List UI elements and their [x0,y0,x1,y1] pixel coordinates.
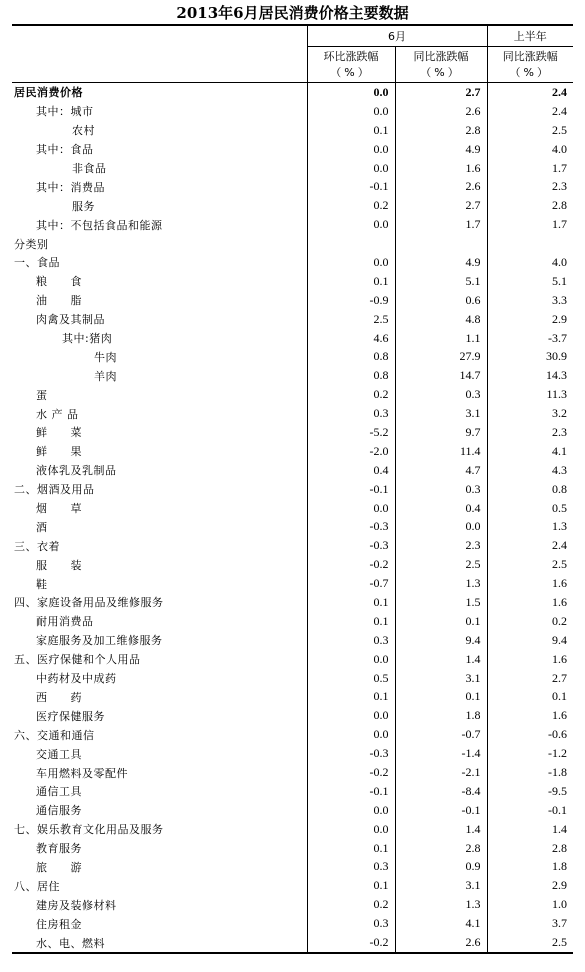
row-yoy-value: 5.1 [395,272,487,291]
row-mom-value: 0.2 [307,895,395,914]
row-half-yoy-value: 9.4 [487,631,573,650]
table-row [12,820,573,839]
row-mom-value: 4.6 [307,329,395,348]
row-label: 建房及装修材料 [36,898,117,912]
row-label: 其中：食品 [36,143,94,157]
header-col-yoy-label: 同比涨跌幅 [413,49,469,63]
table-row [12,555,573,574]
row-yoy-value: 9.4 [395,631,487,650]
document-title: 2013年6月居民消费价格主要数据 [176,4,409,22]
table-row [12,140,573,159]
row-mom-value: -5.2 [307,423,395,442]
table-row [12,895,573,914]
table-row [12,234,573,253]
row-yoy-value: 0.4 [395,499,487,518]
row-half-yoy-value: 3.3 [487,291,573,310]
row-yoy-value: -0.1 [395,801,487,820]
table-row [12,593,573,612]
row-yoy-value: 27.9 [395,347,487,366]
row-label: 耐用消费品 [36,615,94,629]
row-mom-value: 0.8 [307,366,395,385]
table-row [12,442,573,461]
header-col-mom [307,47,395,83]
cpi-table [12,24,573,954]
row-half-yoy-value: 3.2 [487,404,573,423]
header-col-half-yoy [487,47,573,83]
header-col-mom-label: 环比涨跌幅 [323,49,379,63]
row-mom-value: 0.0 [307,820,395,839]
header-blank-2 [12,47,307,83]
row-label: 通信服务 [36,804,82,818]
row-mom-value: 0.0 [307,83,395,102]
row-label: 蛋 [36,388,48,402]
row-label: 肉禽及其制品 [36,313,105,327]
row-yoy-value: 1.3 [395,574,487,593]
table-row [12,83,573,102]
row-label: 液体乳及乳制品 [36,464,117,478]
row-yoy-value: 2.3 [395,536,487,555]
row-half-yoy-value: 1.4 [487,820,573,839]
table-row [12,858,573,877]
row-label: 水 产 品 [36,407,79,421]
row-half-yoy-value: 1.6 [487,706,573,725]
table-row [12,461,573,480]
header-blank [12,25,307,47]
row-half-yoy-value: 4.0 [487,140,573,159]
table-row [12,669,573,688]
row-mom-value: 0.0 [307,801,395,820]
table-row [12,329,573,348]
row-label: 其中：消费品 [36,180,105,194]
table-row [12,650,573,669]
row-label: 农村 [72,124,95,138]
row-mom-value: 0.2 [307,385,395,404]
row-label: 三、衣着 [14,539,60,553]
row-half-yoy-value: 2.8 [487,196,573,215]
row-yoy-value: 1.5 [395,593,487,612]
row-half-yoy-value: 2.4 [487,102,573,121]
row-mom-value: 0.0 [307,140,395,159]
row-half-yoy-value: 1.7 [487,159,573,178]
row-half-yoy-value: -1.2 [487,744,573,763]
row-half-yoy-value: -0.6 [487,725,573,744]
row-half-yoy-value: 2.8 [487,839,573,858]
row-yoy-value: 1.6 [395,159,487,178]
row-label: 鞋 [36,577,48,591]
row-mom-value: -2.0 [307,442,395,461]
row-label: 其中：城市 [36,105,94,119]
row-half-yoy-value: 2.7 [487,669,573,688]
table-row [12,744,573,763]
row-yoy-value: -8.4 [395,782,487,801]
row-label: 医疗保健服务 [36,709,105,723]
table-row [12,612,573,631]
row-yoy-value: 1.8 [395,706,487,725]
row-label: 六、交通和通信 [14,728,95,742]
table-row [12,933,573,953]
row-yoy-value: 2.7 [395,196,487,215]
table-row [12,914,573,933]
row-mom-value: 0.3 [307,631,395,650]
row-mom-value: 0.1 [307,839,395,858]
row-mom-value: 0.4 [307,461,395,480]
row-label: 家庭服务及加工维修服务 [36,634,163,648]
row-yoy-value: 2.8 [395,839,487,858]
table-row [12,121,573,140]
table-row [12,423,573,442]
row-yoy-value: 4.1 [395,914,487,933]
row-label: 居民消费价格 [14,86,83,100]
row-yoy-value: 2.5 [395,555,487,574]
row-mom-value: 0.1 [307,688,395,707]
row-mom-value: 0.3 [307,404,395,423]
row-mom-value: 0.0 [307,253,395,272]
row-yoy-value: 2.6 [395,102,487,121]
row-label: 交通工具 [36,747,82,761]
table-row [12,801,573,820]
row-mom-value: -0.3 [307,536,395,555]
table-row [12,763,573,782]
row-yoy-value: 0.1 [395,688,487,707]
row-yoy-value: -0.7 [395,725,487,744]
row-half-yoy-value: 0.1 [487,688,573,707]
row-half-yoy-value: 1.6 [487,574,573,593]
row-label: 七、娱乐教育文化用品及服务 [14,823,164,837]
row-mom-value: -0.2 [307,933,395,953]
row-half-yoy-value: 30.9 [487,347,573,366]
row-mom-value: -0.3 [307,517,395,536]
table-row [12,196,573,215]
row-half-yoy-value: 1.6 [487,650,573,669]
row-half-yoy-value: 2.5 [487,555,573,574]
table-row [12,574,573,593]
row-mom-value: -0.1 [307,782,395,801]
table-row [12,159,573,178]
row-yoy-value: 2.6 [395,177,487,196]
table-row [12,272,573,291]
table-row [12,631,573,650]
table-row [12,253,573,272]
row-half-yoy-value: -0.1 [487,801,573,820]
table-row [12,839,573,858]
table-row [12,310,573,329]
row-mom-value: 0.1 [307,612,395,631]
row-half-yoy-value: 0.5 [487,499,573,518]
row-half-yoy-value: 5.1 [487,272,573,291]
row-label: 四、家庭设备用品及维修服务 [14,596,164,610]
row-yoy-value: 0.0 [395,517,487,536]
row-half-yoy-value: 2.4 [487,536,573,555]
row-mom-value: 0.2 [307,196,395,215]
row-label: 服 装 [36,558,82,572]
table-row [12,706,573,725]
row-half-yoy-value: 2.4 [487,83,573,102]
table-row [12,499,573,518]
row-mom-value: -0.1 [307,177,395,196]
row-half-yoy-value: -9.5 [487,782,573,801]
row-mom-value: 0.0 [307,102,395,121]
row-label: 五、医疗保健和个人用品 [14,653,141,667]
row-half-yoy-value: 11.3 [487,385,573,404]
header-col-half-yoy-label: 同比涨跌幅 [502,49,558,63]
row-yoy-value: 1.7 [395,215,487,234]
row-mom-value: 0.0 [307,706,395,725]
row-half-yoy-value: -1.8 [487,763,573,782]
row-label: 一、食品 [14,256,60,270]
row-mom-value: 0.3 [307,858,395,877]
row-yoy-value: 0.9 [395,858,487,877]
row-yoy-value: 2.8 [395,121,487,140]
row-mom-value: -0.3 [307,744,395,763]
row-label: 中药材及中成药 [36,672,117,686]
row-half-yoy-value: 0.8 [487,480,573,499]
row-half-yoy-value: 0.2 [487,612,573,631]
row-yoy-value: 3.1 [395,669,487,688]
row-yoy-value: -1.4 [395,744,487,763]
table-row [12,517,573,536]
row-yoy-value: 2.6 [395,933,487,953]
row-yoy-value: 0.3 [395,480,487,499]
row-half-yoy-value: 2.3 [487,177,573,196]
row-label: 教育服务 [36,842,82,856]
row-mom-value: 0.0 [307,725,395,744]
row-label: 水、电、燃料 [12,933,307,953]
row-label: 其中：不包括食品和能源 [36,218,163,232]
row-mom-value: 0.0 [307,215,395,234]
row-yoy-value: 3.1 [395,404,487,423]
table-row [12,102,573,121]
row-yoy-value: 1.4 [395,650,487,669]
row-mom-value: 0.0 [307,159,395,178]
table-row [12,876,573,895]
row-label: 八、居住 [14,879,60,893]
row-label: 油 脂 [36,294,82,308]
row-yoy-value: 2.7 [395,83,487,102]
row-mom-value: -0.1 [307,480,395,499]
row-yoy-value: 0.6 [395,291,487,310]
row-mom-value: 0.3 [307,914,395,933]
header-col-half-yoy-unit: （%） [509,65,551,79]
header-group-half: 上半年 [487,25,573,47]
row-label: 分类别 [14,237,49,251]
header-row-columns [12,47,573,83]
row-label: 其中:猪肉 [62,332,113,346]
table-row [12,536,573,555]
table-row [12,366,573,385]
row-label: 鲜 果 [36,445,82,459]
table-row [12,480,573,499]
table-row [12,177,573,196]
row-mom-value: 0.8 [307,347,395,366]
row-yoy-value: 0.1 [395,612,487,631]
header-group-june: 6月 [307,25,487,47]
row-yoy-value: 9.7 [395,423,487,442]
row-mom-value: 0.0 [307,650,395,669]
row-half-yoy-value: 2.5 [487,933,573,953]
row-mom-value [307,234,395,253]
row-half-yoy-value: 1.6 [487,593,573,612]
row-mom-value: 0.1 [307,593,395,612]
row-mom-value: 0.0 [307,499,395,518]
table-row [12,347,573,366]
row-half-yoy-value: 4.0 [487,253,573,272]
table-body [12,83,573,953]
row-mom-value: 0.1 [307,876,395,895]
row-yoy-value: 4.9 [395,140,487,159]
row-mom-value: 0.5 [307,669,395,688]
row-label: 旅 游 [36,860,82,874]
row-half-yoy-value: 3.7 [487,914,573,933]
row-half-yoy-value: -3.7 [487,329,573,348]
row-yoy-value: 0.3 [395,385,487,404]
row-half-yoy-value: 4.3 [487,461,573,480]
row-yoy-value: 1.1 [395,329,487,348]
header-row-groups [12,25,573,47]
row-half-yoy-value: 2.3 [487,423,573,442]
table-row [12,782,573,801]
row-label: 牛肉 [94,350,117,364]
row-yoy-value: 1.4 [395,820,487,839]
row-mom-value: -0.2 [307,763,395,782]
row-half-yoy-value: 1.8 [487,858,573,877]
row-yoy-value: 4.9 [395,253,487,272]
row-label: 车用燃料及零配件 [36,766,128,780]
row-label: 住房租金 [36,917,82,931]
row-mom-value: 2.5 [307,310,395,329]
table-row [12,215,573,234]
row-mom-value: -0.7 [307,574,395,593]
row-label: 烟 草 [36,502,82,516]
row-yoy-value: 4.7 [395,461,487,480]
table-row [12,688,573,707]
row-label: 非食品 [72,162,107,175]
row-half-yoy-value: 2.5 [487,121,573,140]
header-col-mom-unit: （%） [330,65,372,79]
header-col-yoy-unit: （%） [420,65,462,79]
row-label: 通信工具 [36,785,82,799]
row-half-yoy-value: 2.9 [487,310,573,329]
table-row [12,725,573,744]
row-half-yoy-value: 1.7 [487,215,573,234]
row-yoy-value [395,234,487,253]
row-yoy-value: -2.1 [395,763,487,782]
row-mom-value: -0.2 [307,555,395,574]
row-mom-value: 0.1 [307,121,395,140]
row-half-yoy-value [487,234,573,253]
row-label: 粮 食 [36,275,82,289]
row-mom-value: 0.1 [307,272,395,291]
row-label: 羊肉 [94,369,117,383]
row-half-yoy-value: 14.3 [487,366,573,385]
table-row [12,385,573,404]
row-yoy-value: 14.7 [395,366,487,385]
header-col-yoy [395,47,487,83]
row-mom-value: -0.9 [307,291,395,310]
table-row [12,291,573,310]
row-half-yoy-value: 4.1 [487,442,573,461]
row-label: 西 药 [36,690,82,704]
row-label: 鲜 菜 [36,426,82,440]
table-row [12,404,573,423]
row-yoy-value: 11.4 [395,442,487,461]
row-yoy-value: 4.8 [395,310,487,329]
row-label: 服务 [72,199,95,213]
row-yoy-value: 1.3 [395,895,487,914]
row-label: 酒 [36,520,48,534]
row-half-yoy-value: 1.0 [487,895,573,914]
row-half-yoy-value: 2.9 [487,876,573,895]
row-label: 二、烟酒及用品 [14,483,95,497]
row-yoy-value: 3.1 [395,876,487,895]
row-half-yoy-value: 1.3 [487,517,573,536]
